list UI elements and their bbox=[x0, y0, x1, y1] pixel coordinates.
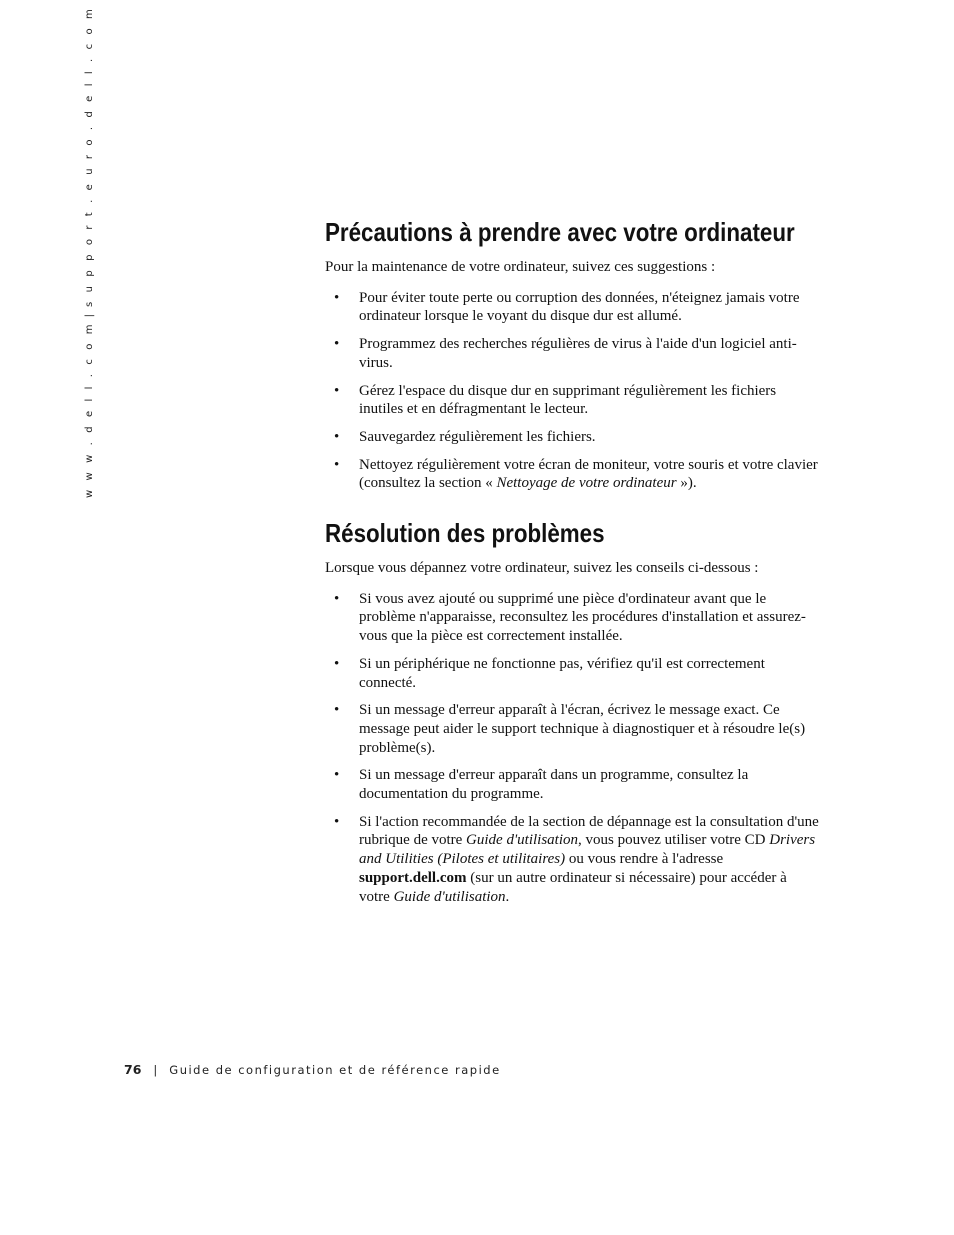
list-item bbox=[325, 701, 820, 757]
guide-reference: Guide d'utilisation bbox=[466, 832, 579, 849]
sidebar-url-right: s u p p o r t . e u r o . d e l l . c o m bbox=[84, 6, 95, 307]
bullet-icon: • bbox=[334, 655, 340, 672]
sidebar-url bbox=[84, 6, 95, 498]
list-item-text: »). bbox=[676, 475, 697, 492]
list-item-text: Si un message d'erreur apparaît dans un programme, consultez la documentation du programme. bbox=[359, 767, 749, 803]
list-item bbox=[325, 813, 820, 907]
cross-reference: Nettoyage de votre ordinateur bbox=[496, 475, 677, 492]
list-item bbox=[325, 766, 820, 803]
sidebar-separator: | bbox=[84, 310, 95, 318]
list-item-text: Si vous avez ajouté ou supprimé une pièce d'ordinateur avant que le problème n'apparaisse, reconsultez les procédures d'installation et assurez-vous que la pièce est correctement installée. bbox=[359, 590, 806, 645]
list-item bbox=[325, 289, 820, 326]
guide-reference: Guide d'utilisation bbox=[393, 888, 506, 905]
list-item-text: Si un périphérique ne fonctionne pas, vérifiez qu'il est correctement connecté. bbox=[359, 655, 765, 691]
page-footer bbox=[124, 1062, 501, 1077]
page-number: 76 bbox=[124, 1062, 142, 1077]
support-url: support.dell.com bbox=[359, 869, 467, 886]
document-title: Guide de configuration et de référence rapide bbox=[169, 1063, 501, 1077]
section1-list bbox=[325, 289, 820, 493]
section2-intro: Lorsque vous dépannez votre ordinateur, suivez les conseils ci-dessous : bbox=[325, 560, 759, 577]
main-content bbox=[325, 218, 820, 915]
bullet-icon: • bbox=[334, 382, 340, 399]
bullet-icon: • bbox=[334, 289, 340, 306]
list-item-text: Nettoyez régulièrement votre écran de moniteur, votre souris et votre clavier (consultez la section « bbox=[359, 456, 818, 492]
list-item bbox=[325, 590, 820, 646]
bullet-icon: • bbox=[334, 813, 340, 830]
footer-separator: | bbox=[153, 1063, 158, 1077]
list-item-text: Gérez l'espace du disque dur en supprimant régulièrement les fichiers inutiles et en défragmentant le lecteur. bbox=[359, 382, 777, 418]
list-item-text: Sauvegardez régulièrement les fichiers. bbox=[359, 428, 596, 445]
section2-list bbox=[325, 590, 820, 907]
list-item-text: , vous pouvez utiliser votre CD bbox=[578, 832, 770, 849]
bullet-icon: • bbox=[334, 702, 340, 719]
section1-title: Précautions à prendre avec votre ordinateur bbox=[325, 217, 795, 247]
bullet-icon: • bbox=[334, 336, 340, 353]
bullet-icon: • bbox=[334, 428, 340, 445]
cd-title: Drivers and Utilities (Pilotes et utilitaires) bbox=[359, 832, 816, 868]
list-item bbox=[325, 382, 820, 419]
list-item-text: (sur un autre ordinateur si nécessaire) pour accéder à votre bbox=[359, 869, 787, 905]
list-item-text: Si un message d'erreur apparaît à l'écran, écrivez le message exact. Ce message peut aider le support technique à diagnostiquer et à résoudre le(s) problème(s). bbox=[359, 702, 806, 756]
list-item bbox=[325, 655, 820, 692]
section1-intro: Pour la maintenance de votre ordinateur, suivez ces suggestions : bbox=[325, 259, 716, 275]
list-item bbox=[325, 456, 820, 493]
bullet-icon: • bbox=[334, 456, 340, 473]
list-item-text: . bbox=[505, 888, 510, 905]
list-item-text: Si l'action recommandée de la section de dépannage est la consultation d'une rubrique de votre bbox=[359, 813, 819, 849]
list-item-text: Pour éviter toute perte ou corruption des données, n'éteignez jamais votre ordinateur lorsque le voyant du disque dur est allumé. bbox=[359, 289, 800, 325]
list-item bbox=[325, 335, 820, 372]
sidebar-url-left: w w w . d e l l . c o m bbox=[84, 321, 95, 498]
list-item bbox=[325, 428, 820, 447]
bullet-icon: • bbox=[334, 590, 340, 607]
section2-title: Résolution des problèmes bbox=[325, 518, 605, 549]
list-item-text: ou vous rendre à l'adresse bbox=[565, 851, 724, 868]
bullet-icon: • bbox=[334, 767, 340, 784]
list-item-text: Programmez des recherches régulières de virus à l'aide d'un logiciel anti-virus. bbox=[359, 336, 797, 371]
